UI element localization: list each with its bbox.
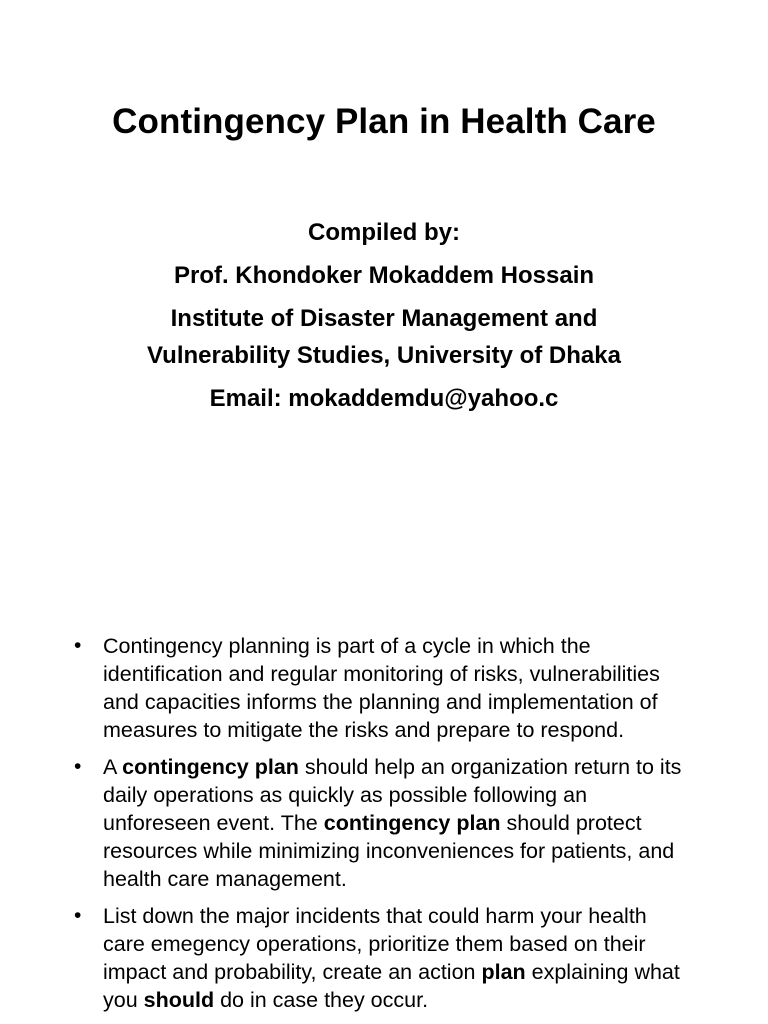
institute-line-2: Vulnerability Studies, University of Dhaka	[147, 342, 621, 369]
slide-title: Contingency Plan in Health Care	[112, 102, 656, 141]
text-segment: Contingency planning is part of a cycle in which the identification and regular monitoring of risks, vulnerabilities and capacities informs the planning and implementation of measures to mitigate the risks and prepare to respond.	[103, 634, 660, 742]
author-email: Email: mokaddemdu@yahoo.c	[209, 385, 559, 412]
bold-text-segment: contingency plan	[122, 755, 299, 779]
bullet-text	[103, 904, 680, 1012]
bullet-text	[103, 755, 681, 891]
bullet-icon: •	[74, 755, 82, 778]
text-segment: List down the major incidents that could harm your health care emegency operations, prioritize them based on their impact and probability, create an action	[103, 904, 647, 984]
text-segment: explaining what you	[103, 960, 680, 1012]
text-segment: should protect resources while minimizing inconveniences for patients, and health care management.	[103, 811, 675, 891]
bullet-item	[74, 753, 694, 893]
bold-text-segment: plan	[481, 960, 526, 984]
bullet-text	[103, 634, 660, 742]
compiled-by-label: Compiled by:	[307, 219, 460, 246]
author-block	[0, 214, 768, 417]
bullet-item	[74, 902, 694, 1014]
bold-text-segment: contingency plan	[323, 811, 501, 835]
text-segment: should help an organization return to its daily operations as quickly as possible following an unforeseen event. The	[103, 755, 682, 835]
text-segment: A	[103, 755, 123, 779]
text-segment: do in case they occur.	[214, 988, 429, 1012]
bullet-icon: •	[74, 904, 82, 927]
institute-line-1: Institute of Disaster Management and	[170, 305, 598, 332]
bold-text-segment: should	[143, 988, 215, 1012]
author-name: Prof. Khondoker Mokaddem Hossain	[173, 262, 595, 289]
bullet-icon: •	[74, 634, 82, 657]
bullet-item	[74, 632, 694, 744]
bullet-list	[74, 632, 694, 1023]
